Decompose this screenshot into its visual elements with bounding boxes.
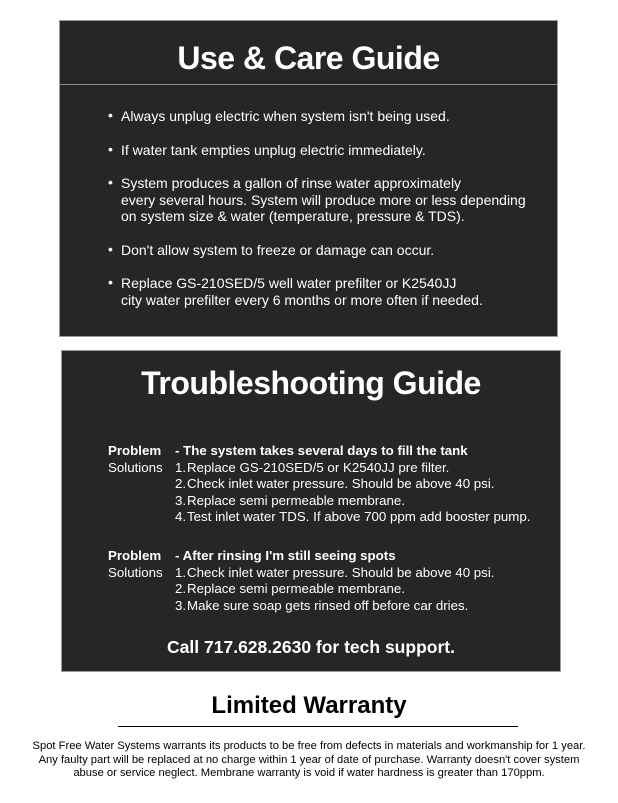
bullet-icon: •: [108, 240, 113, 257]
warranty-line: Any faulty part will be replaced at no charge within 1 year of date of purchase. Warranty doesn't cover system: [38, 753, 580, 766]
solutions-label: Solutions: [108, 459, 163, 475]
solutions-label: Solutions: [108, 564, 163, 580]
tech-support-line: Call 717.628.2630 for tech support.: [167, 637, 455, 657]
solution-item: Replace GS-210SED/5 or K2540JJ pre filter.: [187, 459, 450, 475]
warranty-divider: [118, 726, 518, 727]
warranty-text: [0, 740, 618, 781]
care-item: [108, 242, 553, 259]
care-item-line: System produces a gallon of rinse water approximately: [121, 175, 462, 191]
troubleshooting-title: Troubleshooting Guide: [141, 365, 481, 401]
bullet-icon: •: [108, 274, 113, 290]
problem-block: Problem - After rinsing I'm still seeing spots Solutions 1. Check inlet water pressure. Should be above 40 psi. 2. Replace semi permeable membrane. 3. Make sure soap gets rinsed off before car dries.: [108, 548, 495, 613]
care-item-line: every several hours. System will produce more or less depending: [121, 191, 526, 208]
warranty-line: abuse or service neglect. Membrane warranty is void if water hardness is greater than 170ppm.: [73, 767, 545, 779]
title-divider: [60, 84, 557, 85]
care-item-line: Always unplug electric when system isn't being used.: [121, 108, 450, 124]
problem-text: - After rinsing I'm still seeing spots: [175, 548, 396, 563]
use-care-title: Use & Care Guide: [177, 40, 440, 76]
bullet-icon: •: [108, 174, 113, 190]
solution-item: Check inlet water pressure. Should be above 40 psi.: [187, 564, 495, 580]
care-item: [108, 108, 553, 125]
solution-item: Test inlet water TDS. If above 700 ppm add booster pump.: [187, 509, 531, 524]
care-item-line: on system size & water (temperature, pressure & TDS).: [121, 208, 465, 224]
problem-label: Problem: [108, 548, 162, 563]
care-item-line: Replace GS-210SED/5 well water prefilter or K2540JJ: [121, 275, 457, 291]
solution-item: Make sure soap gets rinsed off before car dries.: [187, 597, 469, 613]
warranty-line: Spot Free Water Systems warrants its products to be free from defects in materials and workmanship for 1 year.: [32, 740, 586, 752]
care-list: [108, 108, 553, 325]
troubleshooting-panel: [61, 350, 561, 672]
solution-item: Replace semi permeable membrane.: [187, 581, 406, 596]
use-care-panel: [59, 20, 558, 337]
bullet-icon: •: [108, 140, 113, 157]
care-item: [108, 275, 553, 308]
problem-label: Problem: [108, 443, 162, 458]
problem-block: Problem - The system takes several days to fill the tank Solutions 1. Replace GS-210SED/5 or K2540JJ pre filter. 2. Check inlet water pressure. Should be above 40 psi. 3. Replace semi permeable membrane. 4. Test inlet water TDS. If above 700 ppm add booster pump.: [108, 443, 531, 524]
care-item-line: city water prefilter every 6 months or more often if needed.: [121, 291, 483, 308]
care-item: [108, 175, 553, 225]
care-item-line: If water tank empties unplug electric immediately.: [121, 141, 426, 158]
bullet-icon: •: [108, 107, 113, 123]
care-item-line: Don't allow system to freeze or damage can occur.: [121, 241, 435, 258]
solution-item: Check inlet water pressure. Should be above 40 psi.: [187, 476, 495, 491]
care-item: [108, 142, 553, 159]
warranty-title: Limited Warranty: [211, 692, 407, 719]
solution-item: Replace semi permeable membrane.: [187, 492, 406, 508]
problem-text: - The system takes several days to fill the tank: [175, 443, 468, 458]
